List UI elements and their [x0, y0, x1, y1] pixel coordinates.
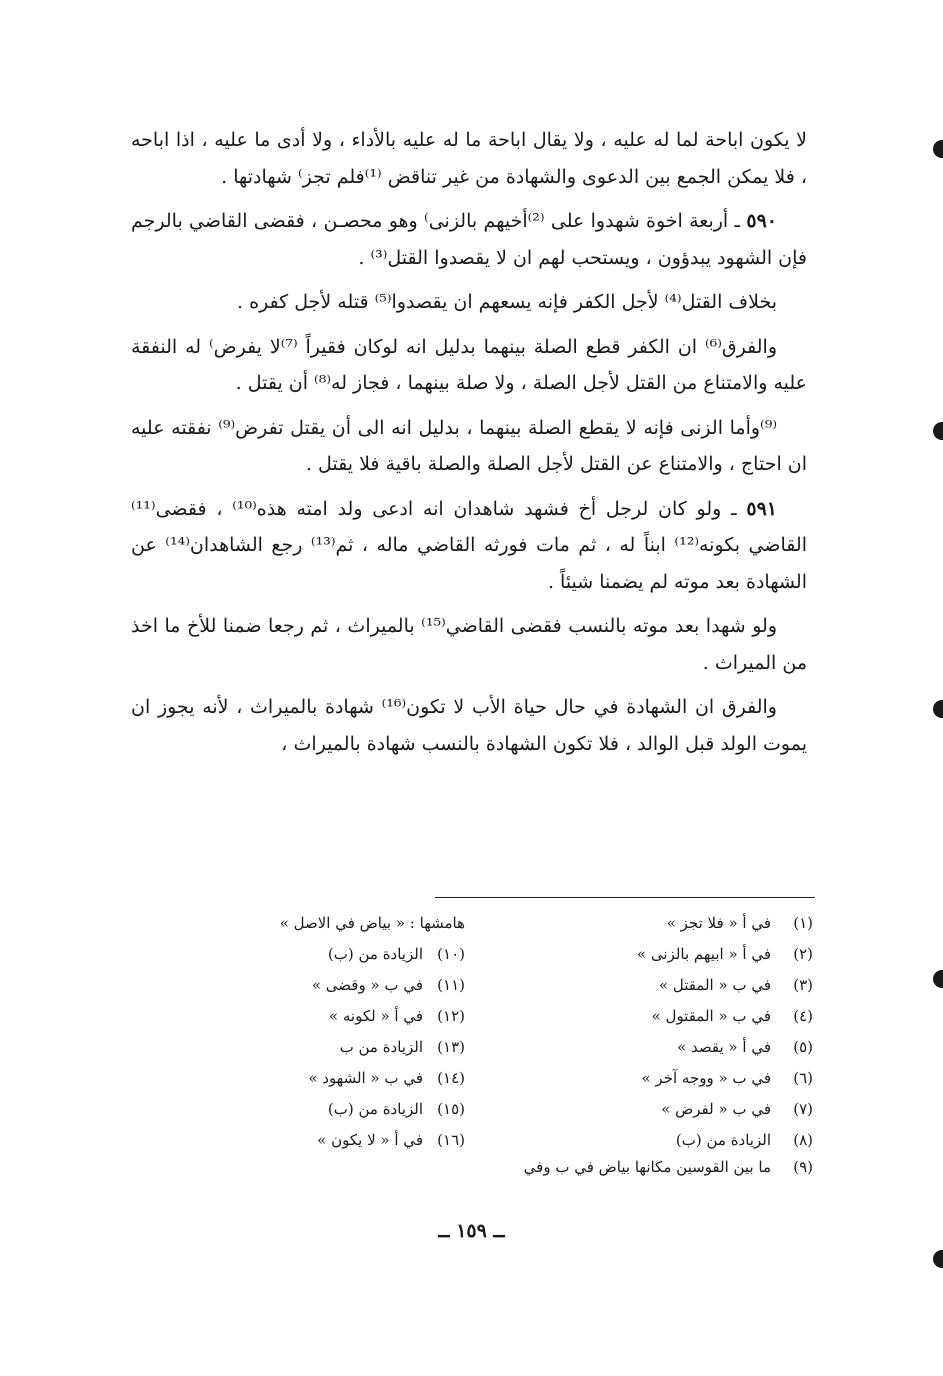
footnote-text: هامشها : « بياض في الاصل »	[279, 914, 465, 932]
paragraph-text: لا يكون اباحة لما له عليه ، ولا يقال اباحة ما له عليه بالأداء ، ولا أدى ما عليه ، اذا اباحه ، فلا يمكن الجمع بين الدعوى والشهادة من غير تناقض ⁽¹⁾فلم تجز⁾ شهادتها .	[131, 129, 807, 188]
footnote-text: الزيادة من ب	[339, 1038, 423, 1056]
paragraph-3	[131, 284, 807, 321]
footnote-item	[513, 939, 813, 970]
paragraph-text: والفرق⁽⁶⁾ ان الكفر قطع الصلة بينهما بدليل انه لوكان فقيراً ⁽⁷⁾لا يفرض⁾ له النفقة عليه والامتناع من القتل لأجل الصلة ، ولا صلة بينهما ، فجاز له⁽⁸⁾ أن يقتل .	[131, 335, 807, 394]
footnote-number: (٩)	[793, 1158, 813, 1176]
footnote-divider	[435, 897, 815, 898]
paragraph-text: ـ ولو كان لرجل أخ فشهد شاهدان انه ادعى ولد امته هذه⁽¹⁰⁾ ، فقضى⁽¹¹⁾ القاضي بكونه⁽¹²⁾ ابناً له ، ثم مات فورثه القاضي ماله ، ثم⁽¹³⁾ رجع الشاهدان⁽¹⁴⁾ عن الشهادة بعد موته لم يضمنا شيئاً .	[131, 497, 807, 593]
footnote-text: في ب « وقضى »	[311, 976, 423, 994]
footnote-text: في أ « لكونه »	[328, 1007, 423, 1025]
paragraph-text: بخلاف القتل⁽⁴⁾ لأجل الكفر فإنه يسعهم ان يقصدوا⁽⁵⁾ قتله لأجل كفره .	[237, 291, 777, 313]
binding-mark	[933, 700, 943, 718]
footnote-item	[513, 1063, 813, 1094]
footnote-number: (١٤)	[437, 1069, 465, 1087]
footnote-item	[513, 970, 813, 1001]
paragraph-591	[131, 491, 807, 601]
paragraph-8	[131, 689, 807, 762]
footnote-9	[524, 1158, 813, 1176]
footnote-number: (١٠)	[437, 945, 465, 963]
footnotes-right-column	[513, 908, 813, 1156]
footnote-number: (٥)	[793, 1038, 813, 1056]
footnote-number: (١)	[793, 914, 813, 932]
footnote-text: الزيادة من (ب)	[675, 1131, 771, 1149]
paragraph-text: ـ أربعة اخوة شهدوا على ⁽²⁾أخيهم بالزنى⁾ وهو محصـن ، فقضى القاضي بالرجم فإن الشهود يبدؤون ، ويستحب لهم ان لا يقصدوا القتل⁽³⁾ .	[131, 210, 807, 269]
footnote-number: (١٥)	[437, 1100, 465, 1118]
footnote-text: في أ « ابيهم بالزنى »	[636, 945, 771, 963]
binding-mark	[933, 970, 943, 988]
footnote-text: في أ « يقصد »	[677, 1038, 771, 1056]
main-text-block	[131, 122, 807, 770]
paragraph-590	[131, 203, 807, 276]
footnote-number: (١٢)	[437, 1007, 465, 1025]
footnotes-left-column	[165, 908, 465, 1156]
footnote-item	[513, 908, 813, 939]
footnote-item	[513, 1094, 813, 1125]
paragraph-text: ⁽⁹⁾وأما الزنى فإنه لا يقطع الصلة بينهما ، بدليل انه الى أن يقتل تفرض⁽⁹⁾ نفقته عليه ان احتاج ، والامتناع عن القتل لأجل الصلة والصلة باقية فلا يقتل .	[131, 416, 807, 475]
footnote-text: في ب « الشهود »	[308, 1069, 423, 1087]
footnote-text: ما بين القوسين مكانها بياض في ب وفي	[523, 1158, 771, 1176]
binding-mark	[933, 140, 943, 158]
footnote-text: الزيادة من (ب)	[327, 945, 423, 963]
paragraph-4	[131, 329, 807, 402]
footnote-number: (١٦)	[437, 1131, 465, 1149]
footnote-item	[165, 1032, 465, 1063]
footnote-continuation	[165, 908, 465, 939]
footnote-number: (٣)	[793, 976, 813, 994]
footnote-item	[165, 1094, 465, 1125]
binding-mark	[933, 1250, 943, 1268]
footnote-text: في أ « لا يكون »	[317, 1131, 423, 1149]
footnote-item	[165, 970, 465, 1001]
footnote-number: (٢)	[793, 945, 813, 963]
footnote-item	[513, 1125, 813, 1156]
paragraph-5	[131, 410, 807, 483]
paragraph-number: ٥٩٠	[746, 210, 777, 232]
paragraph-7	[131, 608, 807, 681]
footnote-item	[165, 1125, 465, 1156]
footnote-text: الزيادة من (ب)	[327, 1100, 423, 1118]
footnote-item	[165, 1001, 465, 1032]
footnote-number: (٦)	[793, 1069, 813, 1087]
footnote-item	[165, 939, 465, 970]
footnote-number: (٨)	[793, 1131, 813, 1149]
footnote-number: (١٣)	[437, 1038, 465, 1056]
footnote-item	[165, 1063, 465, 1094]
paragraph-text: ولو شهدا بعد موته بالنسب فقضى القاضي⁽¹⁵⁾ بالميراث ، ثم رجعا ضمنا للأخ ما اخذ من الميراث .	[131, 615, 807, 674]
footnote-number: (٤)	[793, 1007, 813, 1025]
footnote-text: في أ « فلا تجز »	[666, 914, 771, 932]
footnote-item	[513, 1001, 813, 1032]
footnote-number: (١١)	[437, 976, 465, 994]
footnote-item	[513, 1032, 813, 1063]
paragraph-1	[131, 122, 807, 195]
footnote-text: في ب « المقتل »	[658, 976, 771, 994]
paragraph-text: والفرق ان الشهادة في حال حياة الأب لا تكون⁽¹⁶⁾ شهادة بالميراث ، لأنه يجوز ان يموت الولد قبل الوالد ، فلا تكون الشهادة بالنسب شهادة بالميراث ،	[131, 696, 807, 755]
footnote-number: (٧)	[793, 1100, 813, 1118]
page-number: ــ ١٥٩ ــ	[438, 1220, 505, 1242]
footnote-text: في ب « المقتول »	[651, 1007, 771, 1025]
footnote-text: في ب « لفرض »	[661, 1100, 771, 1118]
paragraph-number: ٥٩١	[746, 497, 777, 520]
footnote-text: في ب « ووجه آخر »	[641, 1069, 771, 1087]
binding-mark	[933, 422, 943, 440]
